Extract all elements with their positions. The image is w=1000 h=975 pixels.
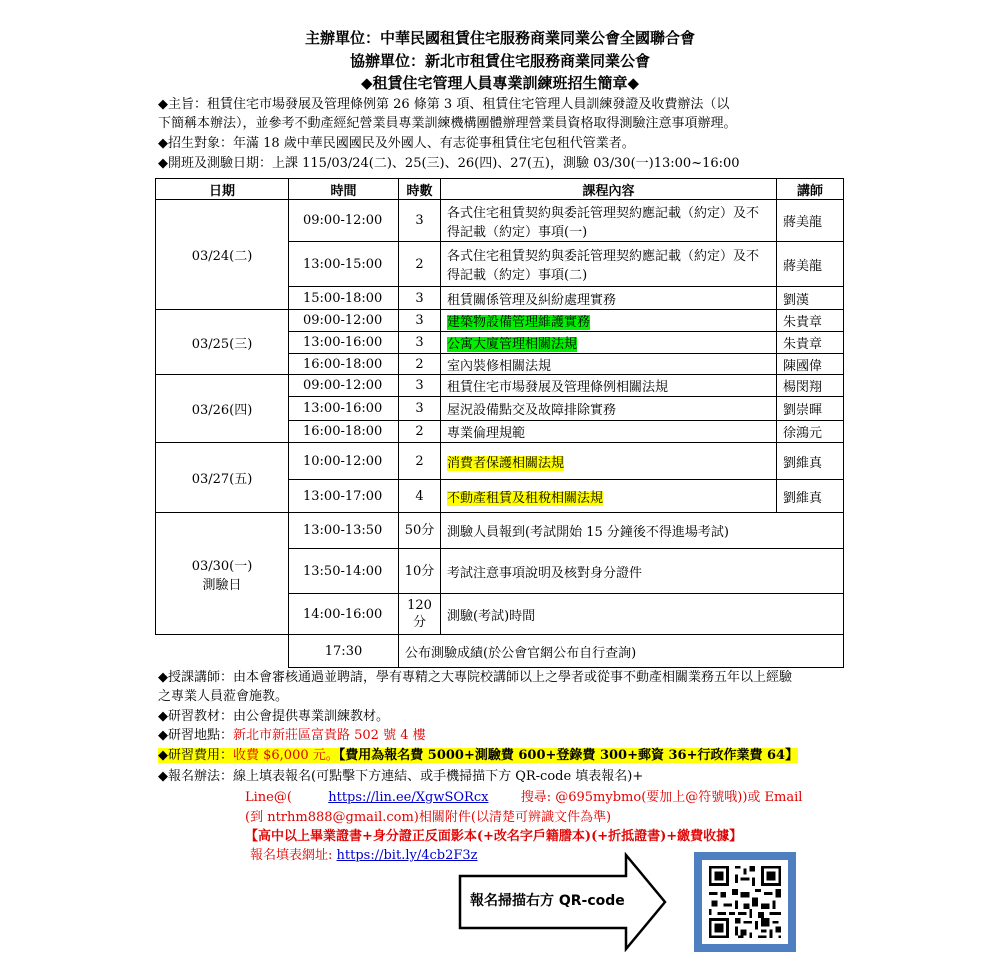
time-cell: 13:00-13:50 xyxy=(289,513,399,549)
qr-code-icon xyxy=(702,860,788,944)
result-text-cell: 公布測驗成績(於公會官網公布自行查詢) xyxy=(399,635,844,668)
highlighted-course: 不動產租賃及租稅相關法規 xyxy=(447,490,604,506)
table-row xyxy=(156,635,844,668)
header-date: 日期 xyxy=(156,179,289,200)
exam-day-label: 測驗日 xyxy=(202,577,242,593)
hours-cell: 3 xyxy=(399,287,441,310)
content-cell xyxy=(441,443,777,480)
qr-arrow xyxy=(458,852,668,952)
content-cell xyxy=(441,310,777,332)
content-cell: 各式住宅租賃契約與委託管理契約應記載（約定）及不得記載（約定）事項(一) xyxy=(441,200,777,242)
hours-cell: 10分 xyxy=(399,549,441,594)
location-line xyxy=(158,726,848,745)
instructor-cell: 朱貴章 xyxy=(777,332,844,354)
instructor-cell: 劉漢 xyxy=(777,287,844,310)
purpose-line-1: ◆主旨：租賃住宅市場發展及管理條例第 26 條第 3 項、租賃住宅管理人員訓練發證及收費辦法（以 xyxy=(158,97,730,112)
hours-cell: 120分 xyxy=(399,594,441,635)
instructor-cell: 劉維真 xyxy=(777,443,844,480)
instructor-cell: 徐鴻元 xyxy=(777,421,844,443)
line-prefix: Line@( xyxy=(245,790,292,805)
highlighted-course: 消費者保護相關法規 xyxy=(447,455,565,471)
signup-label: ◆報名辦法： xyxy=(158,769,233,784)
location-value: 新北市新莊區富貴路 502 號 4 樓 xyxy=(233,728,426,743)
time-cell: 16:00-18:00 xyxy=(289,354,399,375)
time-cell: 09:00-12:00 xyxy=(289,200,399,242)
instructor-cell: 劉崇暉 xyxy=(777,397,844,421)
instructor-cell: 陳國偉 xyxy=(777,354,844,375)
header-content: 課程內容 xyxy=(441,179,777,200)
hours-cell: 4 xyxy=(399,480,441,513)
time-cell: 13:00-15:00 xyxy=(289,242,399,287)
header-hours: 時數 xyxy=(399,179,441,200)
location-label: ◆研習地點： xyxy=(158,728,233,743)
time-cell: 13:00-16:00 xyxy=(289,332,399,354)
hours-cell: 3 xyxy=(399,397,441,421)
hours-cell: 2 xyxy=(399,242,441,287)
documents-line: 【高中以上畢業證書+身分證正反面影本(+改名字戶籍謄本)(+折抵證書)+繳費收據】 xyxy=(245,829,743,844)
co-organizer-line: 協辦單位：新北市租賃住宅服務商業同業公會 xyxy=(349,52,650,70)
time-cell: 09:00-12:00 xyxy=(289,310,399,332)
organizer-line: 主辦單位：中華民國租賃住宅服務商業同業公會全國聯合會 xyxy=(304,29,695,47)
content-cell: 各式住宅租賃契約與委託管理契約應記載（約定）及不得記載（約定）事項(二) xyxy=(441,242,777,287)
content-cell: 考試注意事項說明及核對身分證件 xyxy=(441,549,844,594)
highlighted-course: 建築物設備管理維護實務 xyxy=(447,315,591,330)
content-cell: 專業倫理規範 xyxy=(441,421,777,443)
empty-cell xyxy=(156,635,289,668)
hours-cell: 3 xyxy=(399,200,441,242)
instructor-cell: 朱貴章 xyxy=(777,310,844,332)
instructor-cell: 蔣美龍 xyxy=(777,200,844,242)
instructors-line-1: ◆授課講師：由本會審核通過並聘請，學有專精之大專院校講師以上之學者或從事不動產相關業務五年以上經驗 xyxy=(158,670,792,685)
table-row xyxy=(156,310,844,332)
content-cell xyxy=(441,332,777,354)
instructor-cell: 蔣美龍 xyxy=(777,242,844,287)
arrow-label: 報名掃描右方 QR-code xyxy=(470,893,625,909)
purpose-paragraph xyxy=(158,95,848,133)
header-instructor: 講師 xyxy=(777,179,844,200)
highlighted-course: 公寓大廈管理相關法規 xyxy=(447,337,578,352)
materials-line: ◆研習教材：由公會提供專業訓練教材。 xyxy=(158,709,389,724)
date-cell: 03/27(五) xyxy=(156,443,289,513)
dates-line: ◆開班及測驗日期：上課 115/03/24(二)、25(三)、26(四)、27(五)，測驗 03/30(一)13:00~16:00 xyxy=(158,156,740,171)
hours-cell: 3 xyxy=(399,375,441,397)
time-cell: 13:00-16:00 xyxy=(289,397,399,421)
hours-cell: 3 xyxy=(399,332,441,354)
line-contact xyxy=(245,788,845,807)
qr-code-image xyxy=(702,860,788,944)
table-row xyxy=(156,200,844,242)
time-cell: 09:00-12:00 xyxy=(289,375,399,397)
line-link[interactable]: https://lin.ee/XgwSORcx xyxy=(328,790,489,805)
instructors-paragraph xyxy=(158,668,848,706)
fee-line xyxy=(158,746,848,765)
content-cell: 租賃住宅市場發展及管理條例相關法規 xyxy=(441,375,777,397)
table-row xyxy=(156,443,844,480)
date-cell: 03/26(四) xyxy=(156,375,289,443)
table-header-row xyxy=(156,179,844,200)
form-link[interactable]: https://bit.ly/4cb2F3z xyxy=(336,848,478,863)
line-search: 搜尋: @695mybmo(要加上@符號哦))或 Email xyxy=(520,790,803,805)
hours-cell: 2 xyxy=(399,421,441,443)
hours-cell: 3 xyxy=(399,310,441,332)
instructor-cell: 楊閔翔 xyxy=(777,375,844,397)
table-row xyxy=(156,375,844,397)
date-cell xyxy=(156,513,289,635)
instructor-cell: 劉維真 xyxy=(777,480,844,513)
hours-cell: 50分 xyxy=(399,513,441,549)
email-line: (到 ntrhm888@gmail.com)相關附件(以清楚可辨識文件為準) xyxy=(245,810,612,825)
time-cell: 13:50-14:00 xyxy=(289,549,399,594)
time-cell: 15:00-18:00 xyxy=(289,287,399,310)
date-cell: 03/25(三) xyxy=(156,310,289,375)
signup-text: 線上填表報名(可點擊下方連結、或手機掃描下方 QR-code 填表報名)+ xyxy=(233,769,644,784)
content-cell: 室內裝修相關法規 xyxy=(441,354,777,375)
signup-line xyxy=(158,767,848,786)
header-time: 時間 xyxy=(289,179,399,200)
target-line: ◆招生對象：年滿 18 歲中華民國國民及外國人、有志從事租賃住宅包租代管業者。 xyxy=(158,136,635,151)
result-time-cell: 17:30 xyxy=(289,635,399,668)
table-row xyxy=(156,513,844,549)
time-cell: 16:00-18:00 xyxy=(289,421,399,443)
content-cell: 租賃關係管理及糾紛處理實務 xyxy=(441,287,777,310)
time-cell: 10:00-12:00 xyxy=(289,443,399,480)
fee-value: 收費 $6,000 元。 xyxy=(233,748,339,763)
fee-label: ◆研習費用： xyxy=(158,748,233,763)
content-cell: 測驗人員報到(考試開始 15 分鐘後不得進場考試) xyxy=(441,513,844,549)
time-cell: 13:00-17:00 xyxy=(289,480,399,513)
exam-date: 03/30(一) xyxy=(191,558,253,574)
qr-code[interactable] xyxy=(694,852,796,952)
content-cell xyxy=(441,480,777,513)
content-cell: 屋況設備點交及故障排除實務 xyxy=(441,397,777,421)
content-cell: 測驗(考試)時間 xyxy=(441,594,844,635)
schedule-table xyxy=(155,178,844,668)
date-cell: 03/24(二) xyxy=(156,200,289,310)
time-cell: 14:00-16:00 xyxy=(289,594,399,635)
fee-detail: 【費用為報名費 5000+測驗費 600+登錄費 300+郵資 36+行政作業費 64】 xyxy=(338,748,799,763)
document-title: ◆租賃住宅管理人員專業訓練班招生簡章◆ xyxy=(360,74,640,92)
hours-cell: 2 xyxy=(399,354,441,375)
purpose-line-2: 下簡稱本辦法），並參考不動產經紀營業員專業訓練機構團體辦理營業員資格取得測驗注意事項辦理。 xyxy=(158,116,737,131)
form-label: 報名填表網址: xyxy=(250,848,333,863)
instructors-line-2: 之專業人員蒞會施教。 xyxy=(158,689,289,704)
hours-cell: 2 xyxy=(399,443,441,480)
